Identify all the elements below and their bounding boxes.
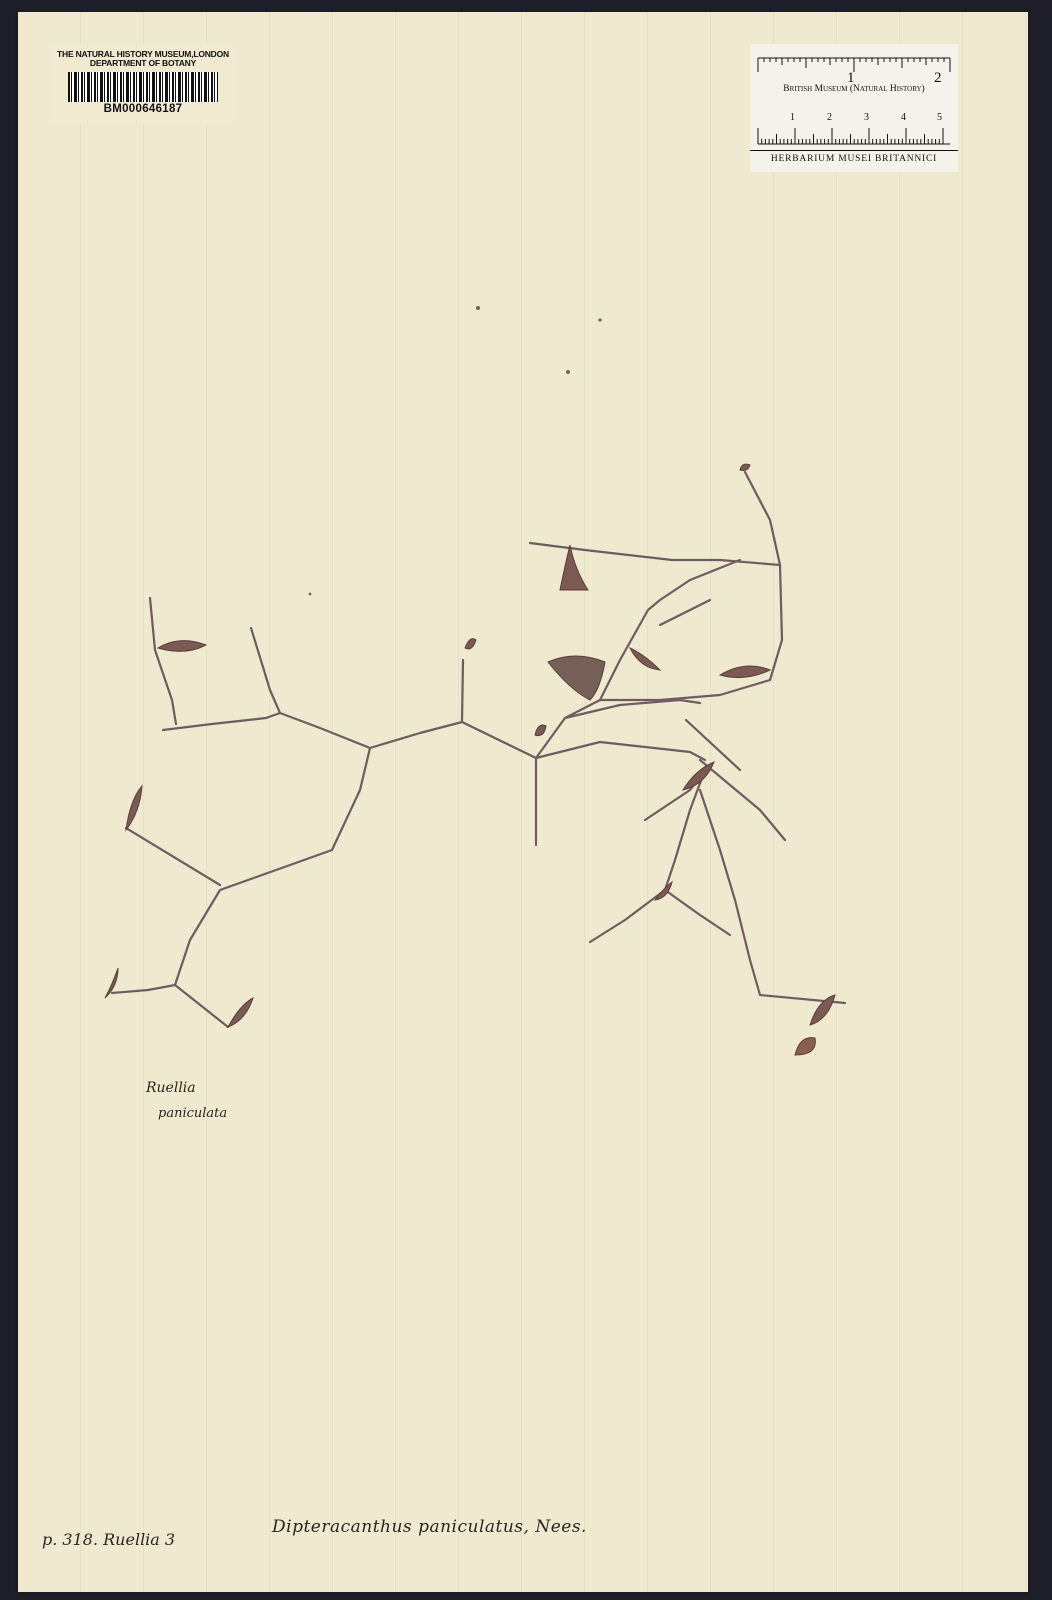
ruler-footer: HERBARIUM MUSEI BRITANNICI xyxy=(750,150,958,164)
barcode-institution-line1: THE NATURAL HISTORY MUSEUM,LONDON xyxy=(57,49,229,59)
barcode-institution-line2: DEPARTMENT OF BOTANY xyxy=(89,58,197,68)
cm-mark-3: 3 xyxy=(864,112,869,123)
cm-mark-4: 4 xyxy=(901,112,906,123)
ruler-institution: British Museum (Natural History) xyxy=(783,84,925,94)
barcode-id: BM000646187 xyxy=(103,103,183,115)
determination-epithet: paniculata xyxy=(158,1106,228,1121)
inch-mark-2: 2 xyxy=(934,70,942,86)
inch-mark-1: 1 xyxy=(847,70,855,86)
cm-mark-2: 2 xyxy=(827,112,832,123)
flowers-and-leaves xyxy=(105,464,835,1055)
bottom-determination: Dipteracanthus paniculatus, Nees. xyxy=(272,1517,587,1537)
cm-mark-1: 1 xyxy=(790,112,795,123)
reference-note: p. 318. Ruellia 3 xyxy=(42,1530,176,1549)
stems xyxy=(112,472,845,1027)
determination-genus: Ruellia xyxy=(146,1080,196,1096)
debris-specks xyxy=(309,306,602,595)
cm-mark-5: 5 xyxy=(937,112,942,123)
